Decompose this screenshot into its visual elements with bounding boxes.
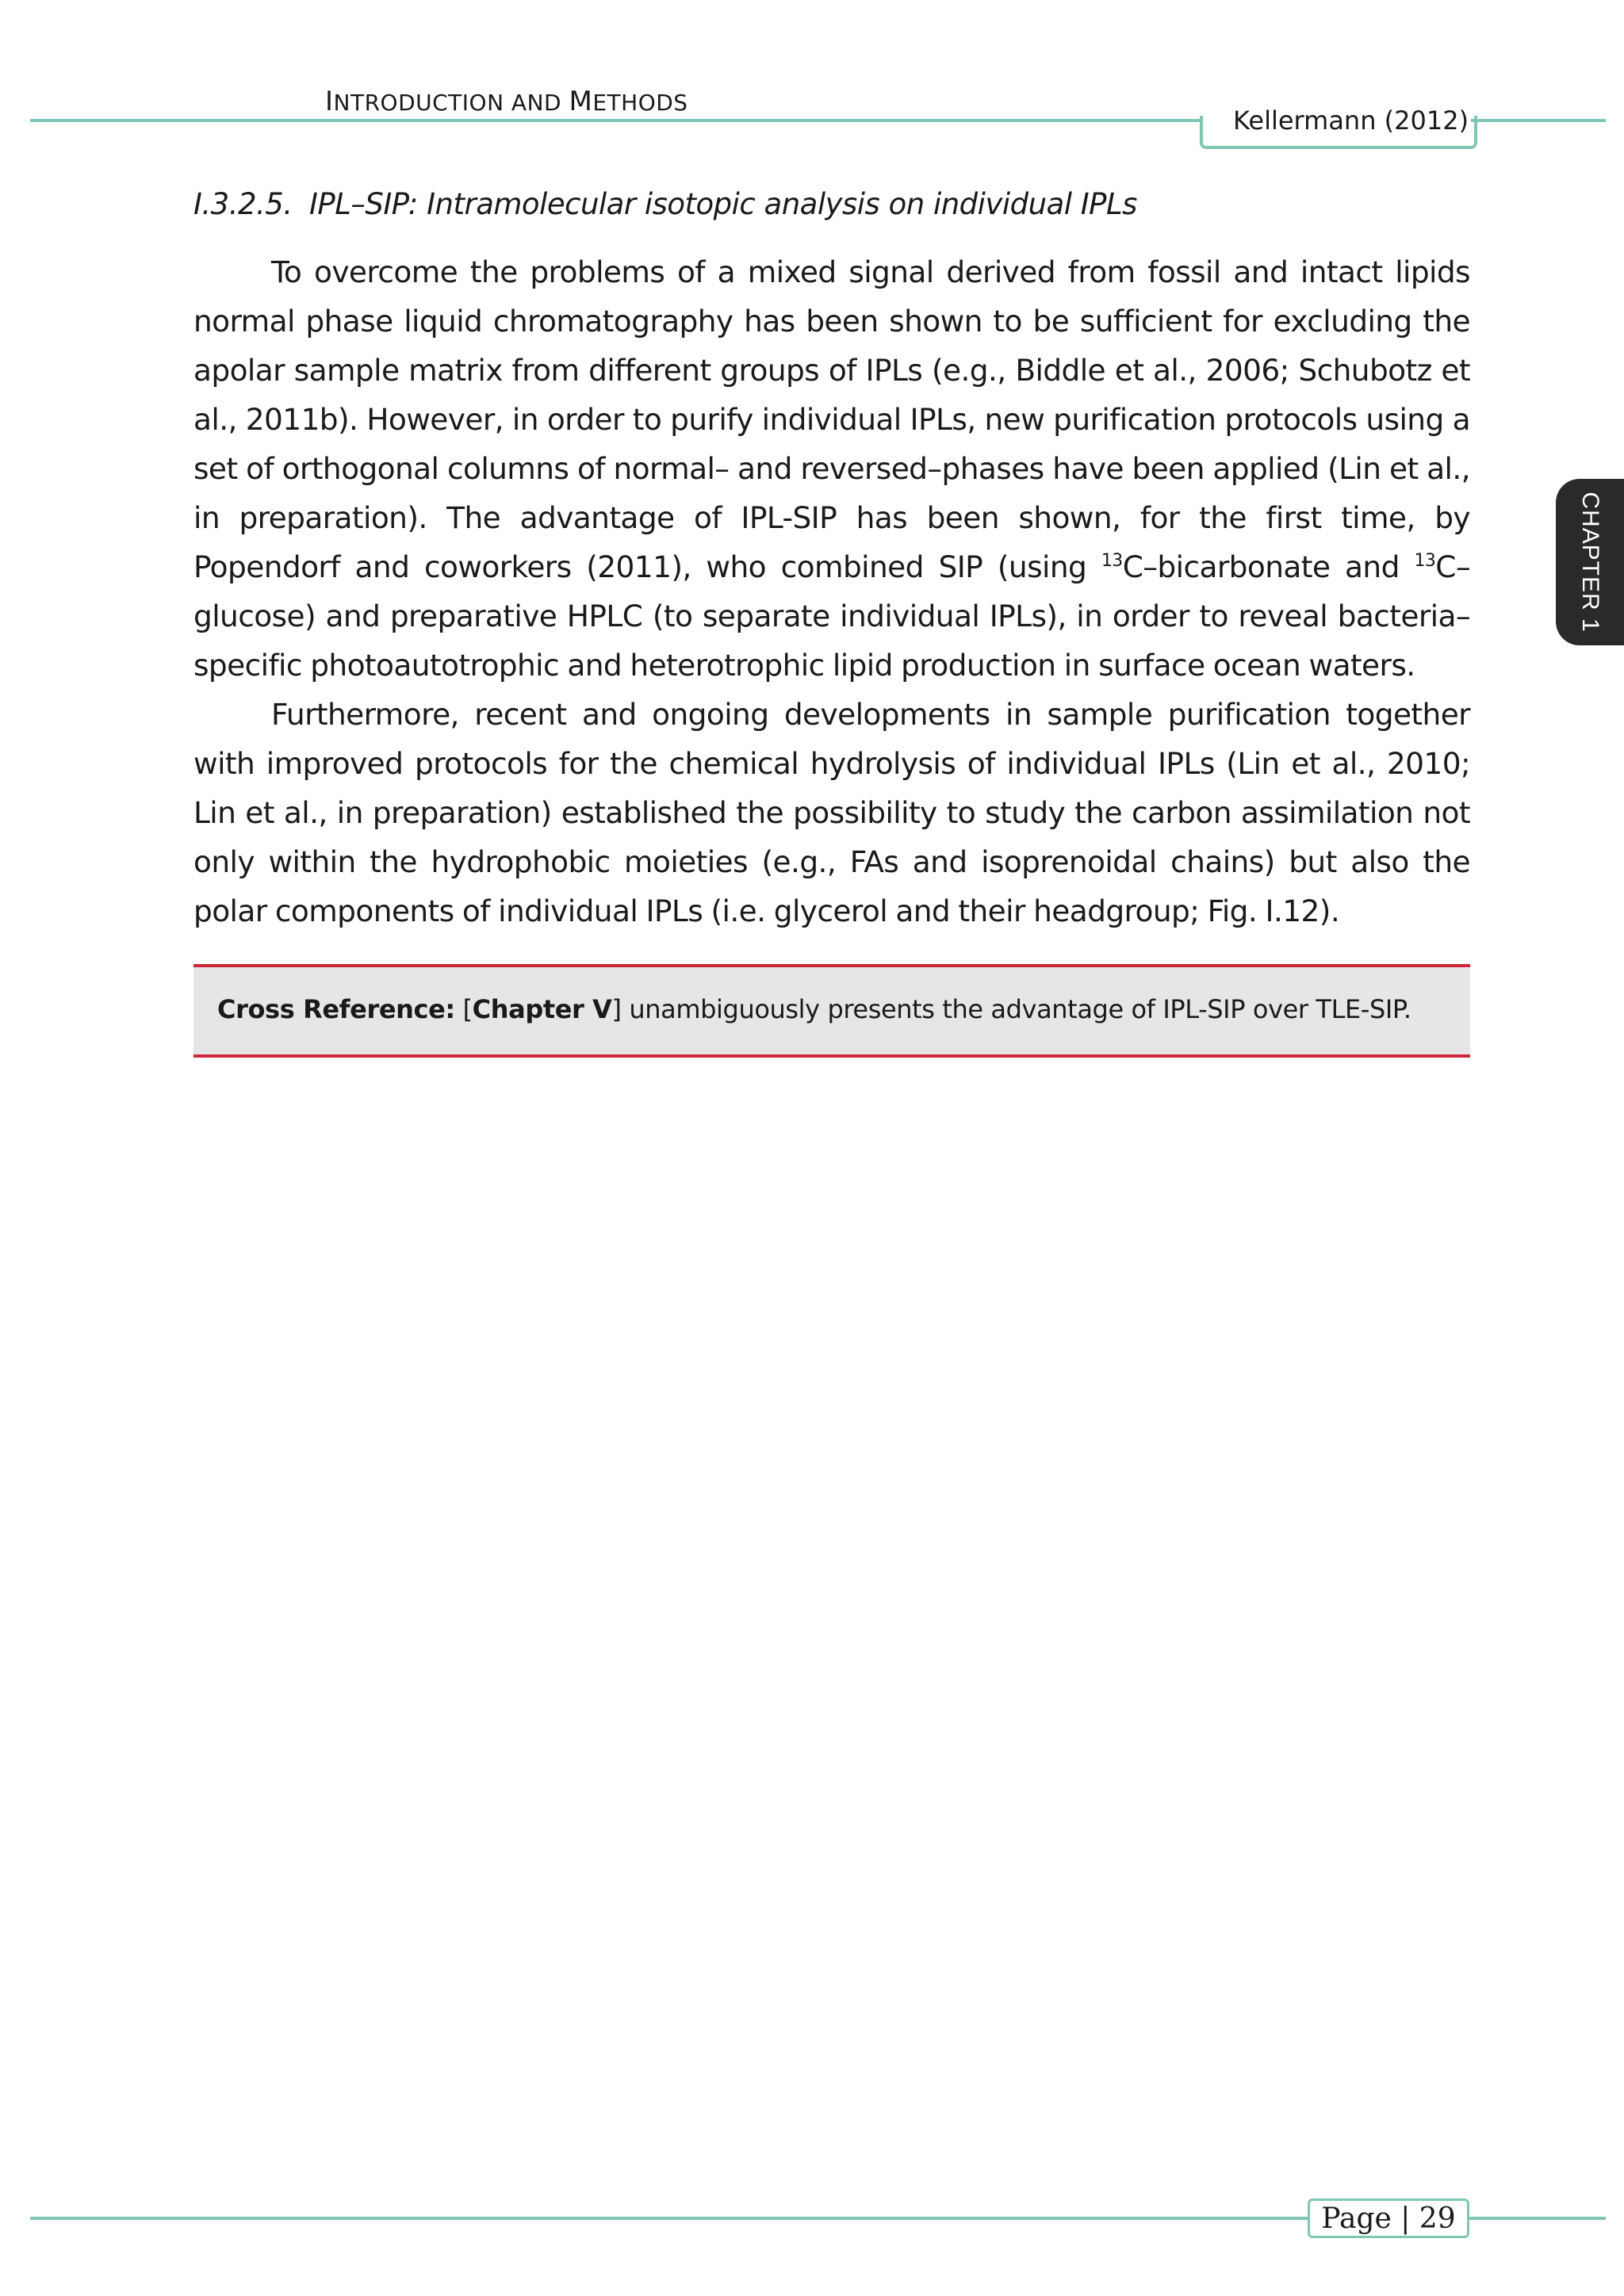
section-title: IPL–SIP: Intramolecular isotopic analysis on individual IPLs (309, 187, 1137, 221)
running-title (325, 86, 688, 117)
running-title-cap: M (569, 86, 593, 117)
bracket-close: ] (611, 994, 622, 1024)
header-rule-left (30, 119, 1203, 122)
bracket-open: [ (454, 994, 473, 1024)
running-title-rest: NTRODUCTION AND (333, 90, 569, 116)
cross-reference-chapter: Chapter V (472, 994, 612, 1024)
cross-reference-body: unambiguously presents the advantage of IPL-SIP over TLE-SIP. (621, 994, 1411, 1024)
section-heading (193, 187, 1494, 221)
paragraph-1-text-b: C–bicarbonate and (1122, 549, 1415, 584)
header-rule-right (1471, 119, 1606, 122)
chapter-side-tab (1556, 479, 1624, 645)
paragraph-1-text-c: C–glucose) and preparative HPLC (to separate individual IPLs), in order to reveal bacteria–specific photoautotrophic and heterotrophic lipid production in surface ocean waters. (193, 549, 1470, 683)
paragraph-1 (193, 247, 1470, 690)
chapter-side-tab-label: CHAPTER 1 (1577, 492, 1603, 633)
author-year: Kellermann (2012) (1233, 105, 1469, 136)
cross-reference-text (217, 994, 1411, 1024)
cross-reference-label: Cross Reference: (217, 994, 455, 1024)
cross-reference-box (193, 964, 1470, 1058)
page-number: Page | 29 (1308, 2198, 1469, 2238)
superscript-13: 13 (1414, 551, 1436, 571)
running-title-rest: ETHODS (592, 90, 688, 116)
superscript-13: 13 (1101, 551, 1123, 571)
paragraph-2: Furthermore, recent and ongoing developments in sample purification together with improved protocols for the chemical hydrolysis of individual IPLs (Lin et al., 2010; Lin et al., in preparation) established the possibility to study the carbon assimilation not only within the hydrophobic moieties (e.g., FAs and isoprenoidal chains) but also the polar components of individual IPLs (i.e. glycerol and their headgroup; Fig. I.12). (193, 697, 1470, 928)
paragraph-1-text-a: To overcome the problems of a mixed signal derived from fossil and intact lipids normal phase liquid chromatography has been shown to be sufficient for excluding the apolar sample matrix from different groups of IPLs (e.g., Biddle et al., 2006; Schubotz et al., 2011b). However, in order to purify individual IPLs, new purification protocols using a set of orthogonal columns of normal– and reversed–phases have been applied (Lin et al., in preparation). The advantage of IPL-SIP has been shown, for the first time, by Popendorf and coworkers (2011), who combined SIP (using (193, 254, 1470, 584)
footer-rule-left (30, 2217, 1308, 2220)
section-number: I.3.2.5. (193, 187, 293, 221)
footer-rule-right (1469, 2217, 1606, 2220)
running-title-cap: I (325, 86, 334, 117)
